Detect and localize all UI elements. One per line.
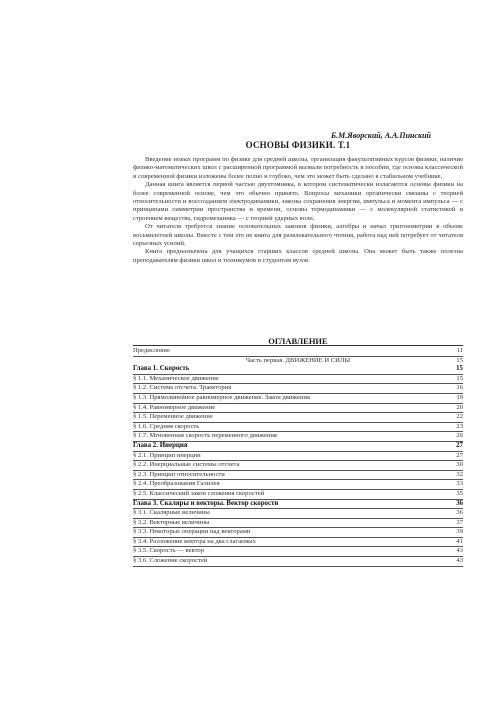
toc-row-section: § 3.2. Векторные величины 37 bbox=[133, 519, 463, 529]
toc-row-chapter: Глава 2. Инерция 27 bbox=[133, 442, 463, 452]
toc-row-section: § 1.7. Мгновенная скорость переменного движения 26 bbox=[133, 432, 463, 442]
annotation bbox=[133, 156, 463, 265]
toc-row-section: § 3.1. Скалярные величины 36 bbox=[133, 509, 463, 519]
toc-row-section: § 1.5. Переменное движение 22 bbox=[133, 413, 463, 423]
toc-row-section: § 2.3. Принцип относительности 32 bbox=[133, 471, 463, 481]
toc-row-section: § 3.3. Некоторые операции над векторами 39 bbox=[133, 528, 463, 538]
book-title: ОСНОВЫ ФИЗИКИ. Т.1 bbox=[245, 140, 351, 150]
toc-row-preface: Предисловие 11 bbox=[133, 347, 463, 357]
toc-row-section: § 3.5. Скорость — вектор 43 bbox=[133, 547, 463, 557]
annotation-paragraph-4: Книга предназначена для учащихся старших классов средней школы. Она может быть также полезна преподавателям физики школ и техникумов и студентам вузов. bbox=[133, 248, 463, 264]
toc-row-section: § 2.2. Инерциальные системы отсчета 30 bbox=[133, 461, 463, 471]
toc-divider bbox=[133, 345, 463, 346]
toc-heading: ОГЛАВЛЕНИЕ bbox=[268, 336, 328, 346]
toc-row-chapter: Глава 3. Скаляры и векторы. Вектор скорости 36 bbox=[133, 500, 463, 510]
toc-row-section: § 3.4. Разложение вектора на два слагаемых 41 bbox=[133, 538, 463, 548]
toc-row-section: § 1.3. Прямолинейное равномерное движение. Закон движения 19 bbox=[133, 394, 463, 404]
toc-row-section: § 2.1. Принцип инерции 27 bbox=[133, 452, 463, 462]
annotation-paragraph-2: Данная книга является первой частью двухтомника, в котором систематически излагаются основы физики на более современной основе, чем это обычно принято. Вопросы механики органически связаны с теорией относительности и воссозданием электродинамики, законы сохранения энергии, импульса и момента импульса — с принципами симметрии пространства и времени, основы термодинамики — с молекулярной статистикой и строением вещества, гидромеханика — с теорией ударных волн. bbox=[133, 181, 463, 222]
toc-row-section: § 2.5. Классический закон сложения скоростей 35 bbox=[133, 490, 463, 500]
book-authors: Б.М.Яворский, А.А.Пинский bbox=[331, 131, 431, 140]
annotation-paragraph-3: От читателя требуется знание основательных законов физики, алгебры и начал тригонометрии в объеме восьмилетней школы. Вместе с тем это не книга для развлекательного чтения, работа над ней потребует от читателя серьезных усилий. bbox=[133, 223, 463, 248]
toc-row-section: § 1.2. Система отсчета. Траектория 16 bbox=[133, 384, 463, 394]
toc-row-chapter: Глава 1. Скорость 15 bbox=[133, 365, 463, 375]
toc-row-section: § 1.6. Средняя скорость 23 bbox=[133, 423, 463, 433]
annotation-paragraph-1: Введение новых программ по физике для средней школы, организация факультативных курсов физики, наличие физико-математических школ с расширенной программой вызвали потребность в пособии, где основы классической и современной физики изложены более полно и глубоко, чем это может быть сделано в стабильном учебнике. bbox=[133, 156, 463, 180]
toc-row-part: Часть первая. ДВИЖЕНИЕ И СИЛЫ 15 bbox=[245, 356, 463, 364]
toc-row-section: § 2.4. Преобразования Галилея 33 bbox=[133, 480, 463, 490]
toc-row-section: § 3.6. Сложение скоростей 43 bbox=[133, 557, 463, 567]
toc-row-section: § 1.4. Равномерное движение 20 bbox=[133, 404, 463, 414]
toc-row-section: § 1.1. Механическое движение 15 bbox=[133, 375, 463, 385]
table-of-contents bbox=[133, 347, 463, 567]
